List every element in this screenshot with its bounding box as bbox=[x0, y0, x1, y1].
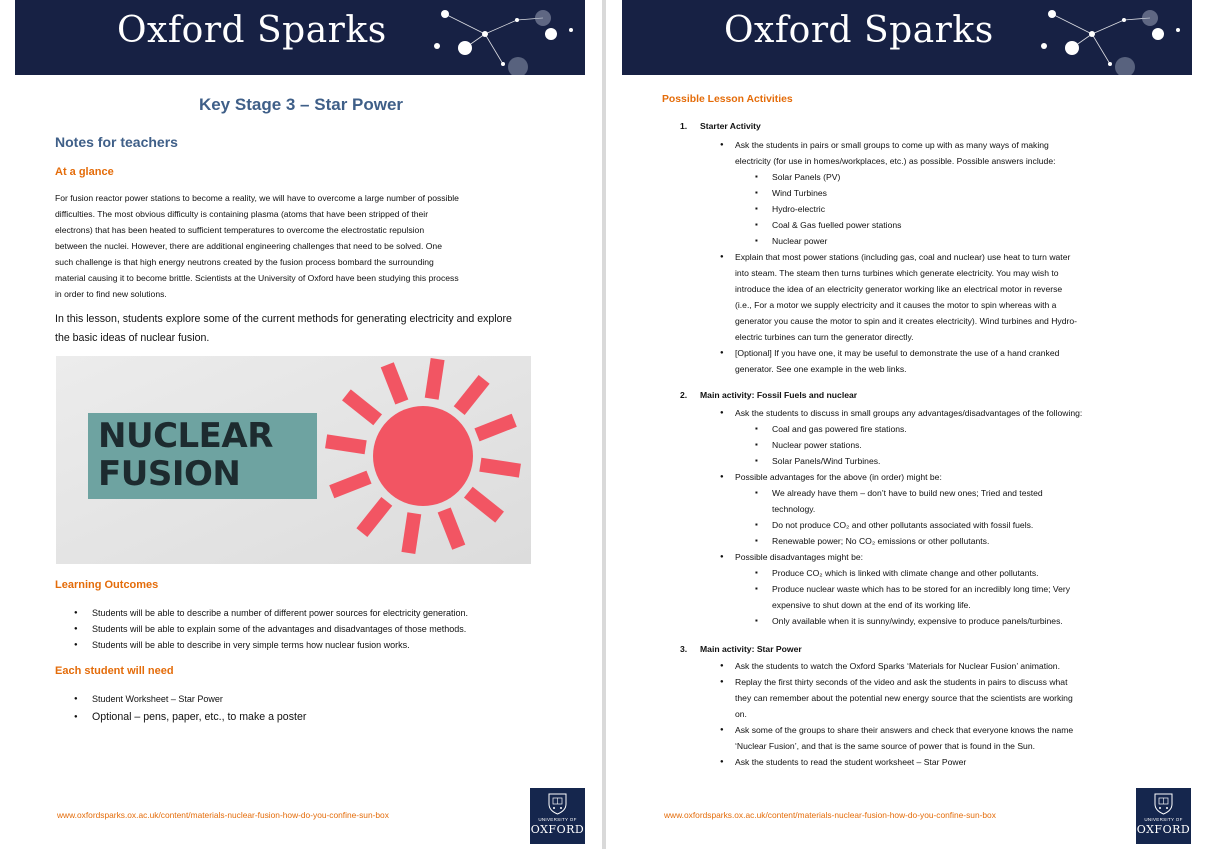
text-line: in order to find new solutions. bbox=[55, 289, 167, 299]
sub-list bbox=[755, 169, 1158, 249]
text-line: between the nuclei. However, there are additional engineering challenges that need to be solved. One bbox=[55, 241, 442, 251]
sub-list-item: ▪ Coal & Gas fuelled power stations bbox=[755, 217, 1158, 233]
lesson-paragraph bbox=[55, 310, 547, 348]
banner-title: Oxford Sparks bbox=[117, 10, 387, 51]
list-item: ● Students will be able to explain some of the advantages and disadvantages of those methods. bbox=[55, 621, 468, 637]
notes-heading: Notes for teachers bbox=[55, 134, 178, 150]
sub-list-item: ▪ Nuclear power bbox=[755, 233, 1158, 249]
list-item: ● Students will be able to describe in very simple terms how nuclear fusion works. bbox=[55, 637, 468, 653]
text-line: generator. See one example in the web links. bbox=[735, 364, 907, 374]
text-line: on. bbox=[735, 709, 747, 719]
text-line: ● Ask the students to read the student worksheet – Star Power bbox=[735, 757, 967, 767]
left-page bbox=[0, 0, 602, 849]
activity-number: 2. bbox=[680, 390, 688, 400]
logo-university-text: UNIVERSITY OF bbox=[538, 817, 577, 822]
text-line: ● Explain that most power stations (including gas, coal and nuclear) use heat to turn water bbox=[735, 252, 1071, 262]
sub-list-item: ▪ Wind Turbines bbox=[755, 185, 1158, 201]
text-line: ● [Optional] If you have one, it may be useful to demonstrate the use of a hand cranked bbox=[735, 348, 1060, 358]
text-line: they can remember about the potential new energy source that the scientists are working bbox=[735, 693, 1073, 703]
text-line: ▪ We already have them – don’t have to build new ones; Tried and tested bbox=[772, 488, 1043, 498]
outcomes-list bbox=[55, 605, 468, 653]
text-line: introduce the idea of an electricity generator working like an electrical motor in reverse bbox=[735, 284, 1063, 294]
label-line-1: NUCLEAR bbox=[98, 416, 273, 456]
text-line: the basic ideas of nuclear fusion. bbox=[55, 332, 210, 344]
activity-2-list bbox=[718, 405, 1158, 629]
list-item bbox=[718, 754, 1158, 770]
sub-list bbox=[755, 485, 1158, 549]
oxford-crest-icon bbox=[548, 793, 567, 815]
text-line: generator you cause the motor to spin and it creates electricity). Wind turbines and Hydro- bbox=[735, 316, 1078, 326]
sub-list bbox=[755, 565, 1158, 629]
text-line: material causing it to become brittle. Scientists at the University of Oxford have been studying this process bbox=[55, 273, 459, 283]
activity-number: 3. bbox=[680, 644, 688, 654]
banner-title: Oxford Sparks bbox=[724, 10, 994, 51]
activity-2-title bbox=[680, 390, 857, 400]
logo-oxford-text: OXFORD bbox=[530, 823, 585, 836]
activity-number: 1. bbox=[680, 121, 688, 131]
sub-list-item: ▪ Produce CO₂ which is linked with climate change and other pollutants. bbox=[755, 565, 1158, 581]
text-line: For fusion reactor power stations to become a reality, we will have to overcome a large number of possible bbox=[55, 193, 459, 203]
sub-list-item: ▪ Do not produce CO₂ and other pollutants associated with fossil fuels. bbox=[755, 517, 1158, 533]
page-title: Key Stage 3 – Star Power bbox=[198, 95, 404, 114]
sub-list bbox=[755, 421, 1158, 469]
needs-list bbox=[55, 690, 306, 726]
sub-list-item: ▪ Nuclear power stations. bbox=[755, 437, 1158, 453]
nuclear-fusion-label bbox=[88, 413, 317, 499]
constellation-icon bbox=[15, 0, 585, 75]
text-line: (i.e., For a motor we supply electricity and it causes the motor to spin whereas with a bbox=[735, 300, 1057, 310]
text-line: ▪ Produce nuclear waste which has to be stored for an incredibly long time; Very bbox=[772, 584, 1071, 594]
text-line: ● Ask the students to discuss in small groups any advantages/disadvantages of the following: bbox=[735, 408, 1083, 418]
outcomes-heading: Learning Outcomes bbox=[55, 579, 159, 591]
text-line: ● Replay the first thirty seconds of the video and ask the students in pairs to discuss what bbox=[735, 677, 1068, 687]
activities-heading: Possible Lesson Activities bbox=[662, 94, 793, 105]
list-item bbox=[718, 658, 1158, 674]
text-line: ● Possible advantages for the above (in order) might be: bbox=[735, 472, 942, 482]
glance-heading: At a glance bbox=[55, 166, 114, 178]
text-line: In this lesson, students explore some of the current methods for generating electricity and explore bbox=[55, 313, 512, 325]
sub-list-item: ▪ Renewable power; No CO₂ emissions or other pollutants. bbox=[755, 533, 1158, 549]
oxford-crest-icon bbox=[1154, 793, 1173, 815]
text-line: difficulties. The most obvious difficulty is containing plasma (atoms that have been stripped of their bbox=[55, 209, 429, 219]
text-line: electrons) that has been heated to sufficient temperatures to overcome the electrostatic repulsion bbox=[55, 225, 425, 235]
list-item: ● Student Worksheet – Star Power bbox=[55, 690, 306, 708]
footer-url-link[interactable]: www.oxfordsparks.ox.ac.uk/content/materials-nuclear-fusion-how-do-you-confine-sun-box bbox=[664, 810, 996, 820]
sub-list-item: ▪ Coal and gas powered fire stations. bbox=[755, 421, 1158, 437]
logo-university-text: UNIVERSITY OF bbox=[1144, 817, 1183, 822]
activity-title-text: Main activity: Fossil Fuels and nuclear bbox=[700, 390, 858, 400]
sub-list-item bbox=[755, 485, 1158, 517]
list-item bbox=[718, 405, 1158, 469]
nuclear-fusion-image bbox=[56, 356, 531, 564]
text-line: electric turbines can turn the generator directly. bbox=[735, 332, 914, 342]
text-line: technology. bbox=[772, 504, 816, 514]
list-item bbox=[718, 249, 1158, 345]
activity-3-title bbox=[680, 644, 802, 654]
oxford-logo bbox=[530, 788, 585, 844]
activity-title-text: Starter Activity bbox=[700, 121, 761, 131]
oxford-sparks-banner bbox=[15, 0, 585, 75]
sub-list-item: ▪ Solar Panels/Wind Turbines. bbox=[755, 453, 1158, 469]
list-item: ● Optional – pens, paper, etc., to make a poster bbox=[55, 708, 306, 726]
glance-paragraph bbox=[55, 190, 547, 302]
list-item bbox=[718, 674, 1158, 722]
list-item bbox=[718, 345, 1158, 377]
logo-oxford-text: OXFORD bbox=[1136, 823, 1191, 836]
text-line: ‘Nuclear Fusion’, and that is the same source of power that is found in the Sun. bbox=[735, 741, 1035, 751]
list-item bbox=[718, 469, 1158, 549]
oxford-sparks-banner bbox=[622, 0, 1192, 75]
text-line: such challenge is that high energy neutrons created by the fusion process bombard the surrounding bbox=[55, 257, 434, 267]
sub-list-item bbox=[755, 581, 1158, 613]
text-line: into steam. The steam then turns turbines which generate electricity. You may wish to bbox=[735, 268, 1059, 278]
activity-1-list bbox=[718, 137, 1158, 377]
sub-list-item: ▪ Only available when it is sunny/windy, expensive to produce panels/turbines. bbox=[755, 613, 1158, 629]
sun-disc bbox=[373, 406, 473, 506]
list-item bbox=[718, 137, 1158, 249]
label-line-2: FUSION bbox=[98, 454, 241, 494]
list-item bbox=[718, 722, 1158, 754]
text-line: ● Ask the students in pairs or small groups to come up with as many ways of making bbox=[735, 140, 1049, 150]
activity-3-list bbox=[718, 658, 1158, 770]
sub-list-item: ▪ Hydro-electric bbox=[755, 201, 1158, 217]
needs-heading: Each student will need bbox=[55, 665, 174, 677]
text-line: electricity (for use in homes/workplaces, etc.) as possible. Possible answers include: bbox=[735, 156, 1056, 166]
text-line: expensive to shut down at the end of its working life. bbox=[772, 600, 971, 610]
footer-url-link[interactable]: www.oxfordsparks.ox.ac.uk/content/materials-nuclear-fusion-how-do-you-confine-sun-box bbox=[57, 810, 389, 820]
text-line: ● Ask the students to watch the Oxford Sparks ‘Materials for Nuclear Fusion’ animation. bbox=[735, 661, 1060, 671]
list-item bbox=[718, 549, 1158, 629]
sub-list-item: ▪ Solar Panels (PV) bbox=[755, 169, 1158, 185]
list-item: ● Students will be able to describe a number of different power sources for electricity generation. bbox=[55, 605, 468, 621]
text-line: ● Ask some of the groups to share their answers and check that everyone knows the name bbox=[735, 725, 1074, 735]
text-line: ● Possible disadvantages might be: bbox=[735, 552, 864, 562]
activity-1-title bbox=[680, 121, 761, 131]
right-page bbox=[606, 0, 1209, 849]
constellation-icon bbox=[622, 0, 1192, 75]
oxford-logo bbox=[1136, 788, 1191, 844]
activity-title-text: Main activity: Star Power bbox=[700, 644, 802, 654]
